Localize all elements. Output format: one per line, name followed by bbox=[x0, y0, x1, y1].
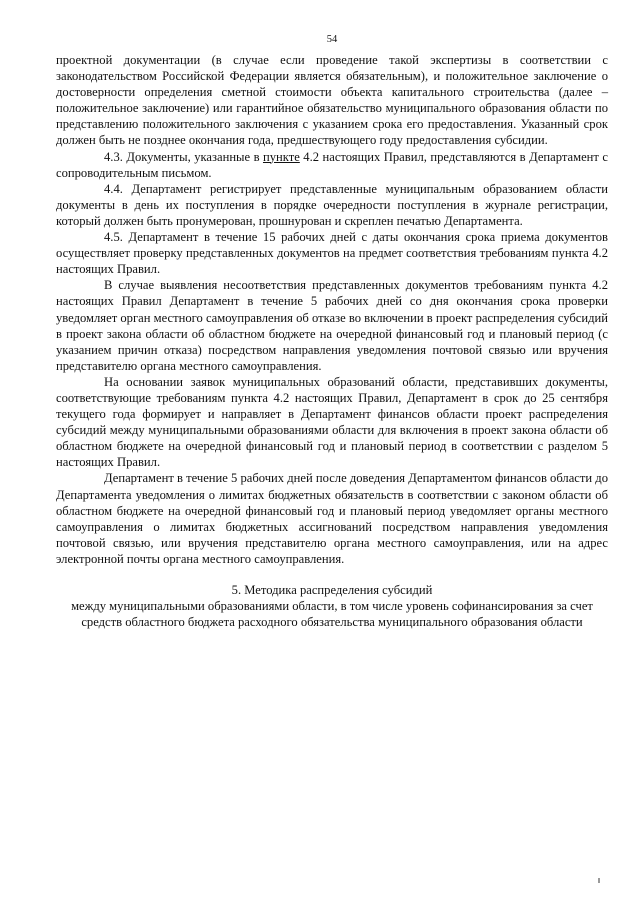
paragraph-4-3 bbox=[56, 149, 608, 181]
document-body bbox=[56, 52, 608, 630]
section-5-heading bbox=[56, 582, 608, 630]
paragraph-continuation: проектной документации (в случае если проведение такой экспертизы в соответствии с законодательством Российской Федерации является обязательным), и положительное заключение о достоверности определения сметной стоимости объекта капитального строительства (далее – положительное заключение) или гарантийное обязательство муниципального образования области по представлению положительного заключения с указанием срока его предоставления. Указанный срок должен быть не позднее окончания года, предшествующего году предоставления субсидии. bbox=[56, 53, 608, 148]
clause-link[interactable]: пункте bbox=[262, 149, 300, 164]
page-number: 54 bbox=[326, 34, 338, 45]
paragraph-4-3-before: 4.3. Документы, указанные в bbox=[104, 149, 263, 164]
paragraph-4-3-after: 4.2 настоящих Правил, представляются в Департамент с сопроводительным письмом. bbox=[56, 149, 608, 180]
paragraph-basis: На основании заявок муниципальных образований области, представивших документы, соответствующие требованиям пункта 4.2 настоящих Правил, Департамент в срок до 25 сентября текущего года формирует и направляет в Департамент финансов области проект распределения субсидий между муниципальными образованиями области для включения в проект закона области об областном бюджете на очередной финансовый год и плановый период в соответствии с разделом 5 настоящих Правил. bbox=[56, 374, 608, 470]
paragraph-4-4: 4.4. Департамент регистрирует представленные муниципальным образованием области документы в день их поступления в порядке очередности поступления в журнале регистрации, который должен быть пронумерован, прошнурован и скреплен печатью Департамента. bbox=[56, 181, 608, 228]
paragraph-limits: Департамент в течение 5 рабочих дней после доведения Департаментом финансов области до Департамента уведомления о лимитах бюджетных обязательств в соответствии с законом области об областном бюджете на очередной финансовый год и плановый период уведомляет органы местного самоуправления о лимитах бюджетных ассигнований посредством направления уведомления почтовой связью, или вручения представителю органа местного самоуправления, или на адрес электронной почты органа местного самоуправления. bbox=[56, 471, 608, 566]
paragraph-4-5: 4.5. Департамент в течение 15 рабочих дней с даты окончания срока приема документов осуществляет проверку представленных документов на предмет соответствия требованиям пункта 4.2 настоящих Правил. bbox=[56, 230, 608, 277]
section-5-subtitle: между муниципальными образованиями области, в том числе уровень софинансирования за счет средств областного бюджета расходного обязательства муниципального образования области bbox=[71, 599, 593, 630]
paragraph-mismatch: В случае выявления несоответствия представленных документов требованиям пункта 4.2 настоящих Правил Департамент в течение 5 рабочих дней со дня окончания срока проверки уведомляет орган местного самоуправления об отказе во включении в проект распределения субсидий в проект закона области об областном бюджете на очередной финансовый год и плановый период (с указанием причин отказа) посредством направления уведомления почтовой связью или вручения представителю органа местного самоуправления. bbox=[56, 278, 608, 373]
scan-artifact bbox=[598, 878, 600, 883]
document-page bbox=[56, 34, 608, 900]
section-5-title: 5. Методика распределения субсидий bbox=[231, 583, 433, 597]
